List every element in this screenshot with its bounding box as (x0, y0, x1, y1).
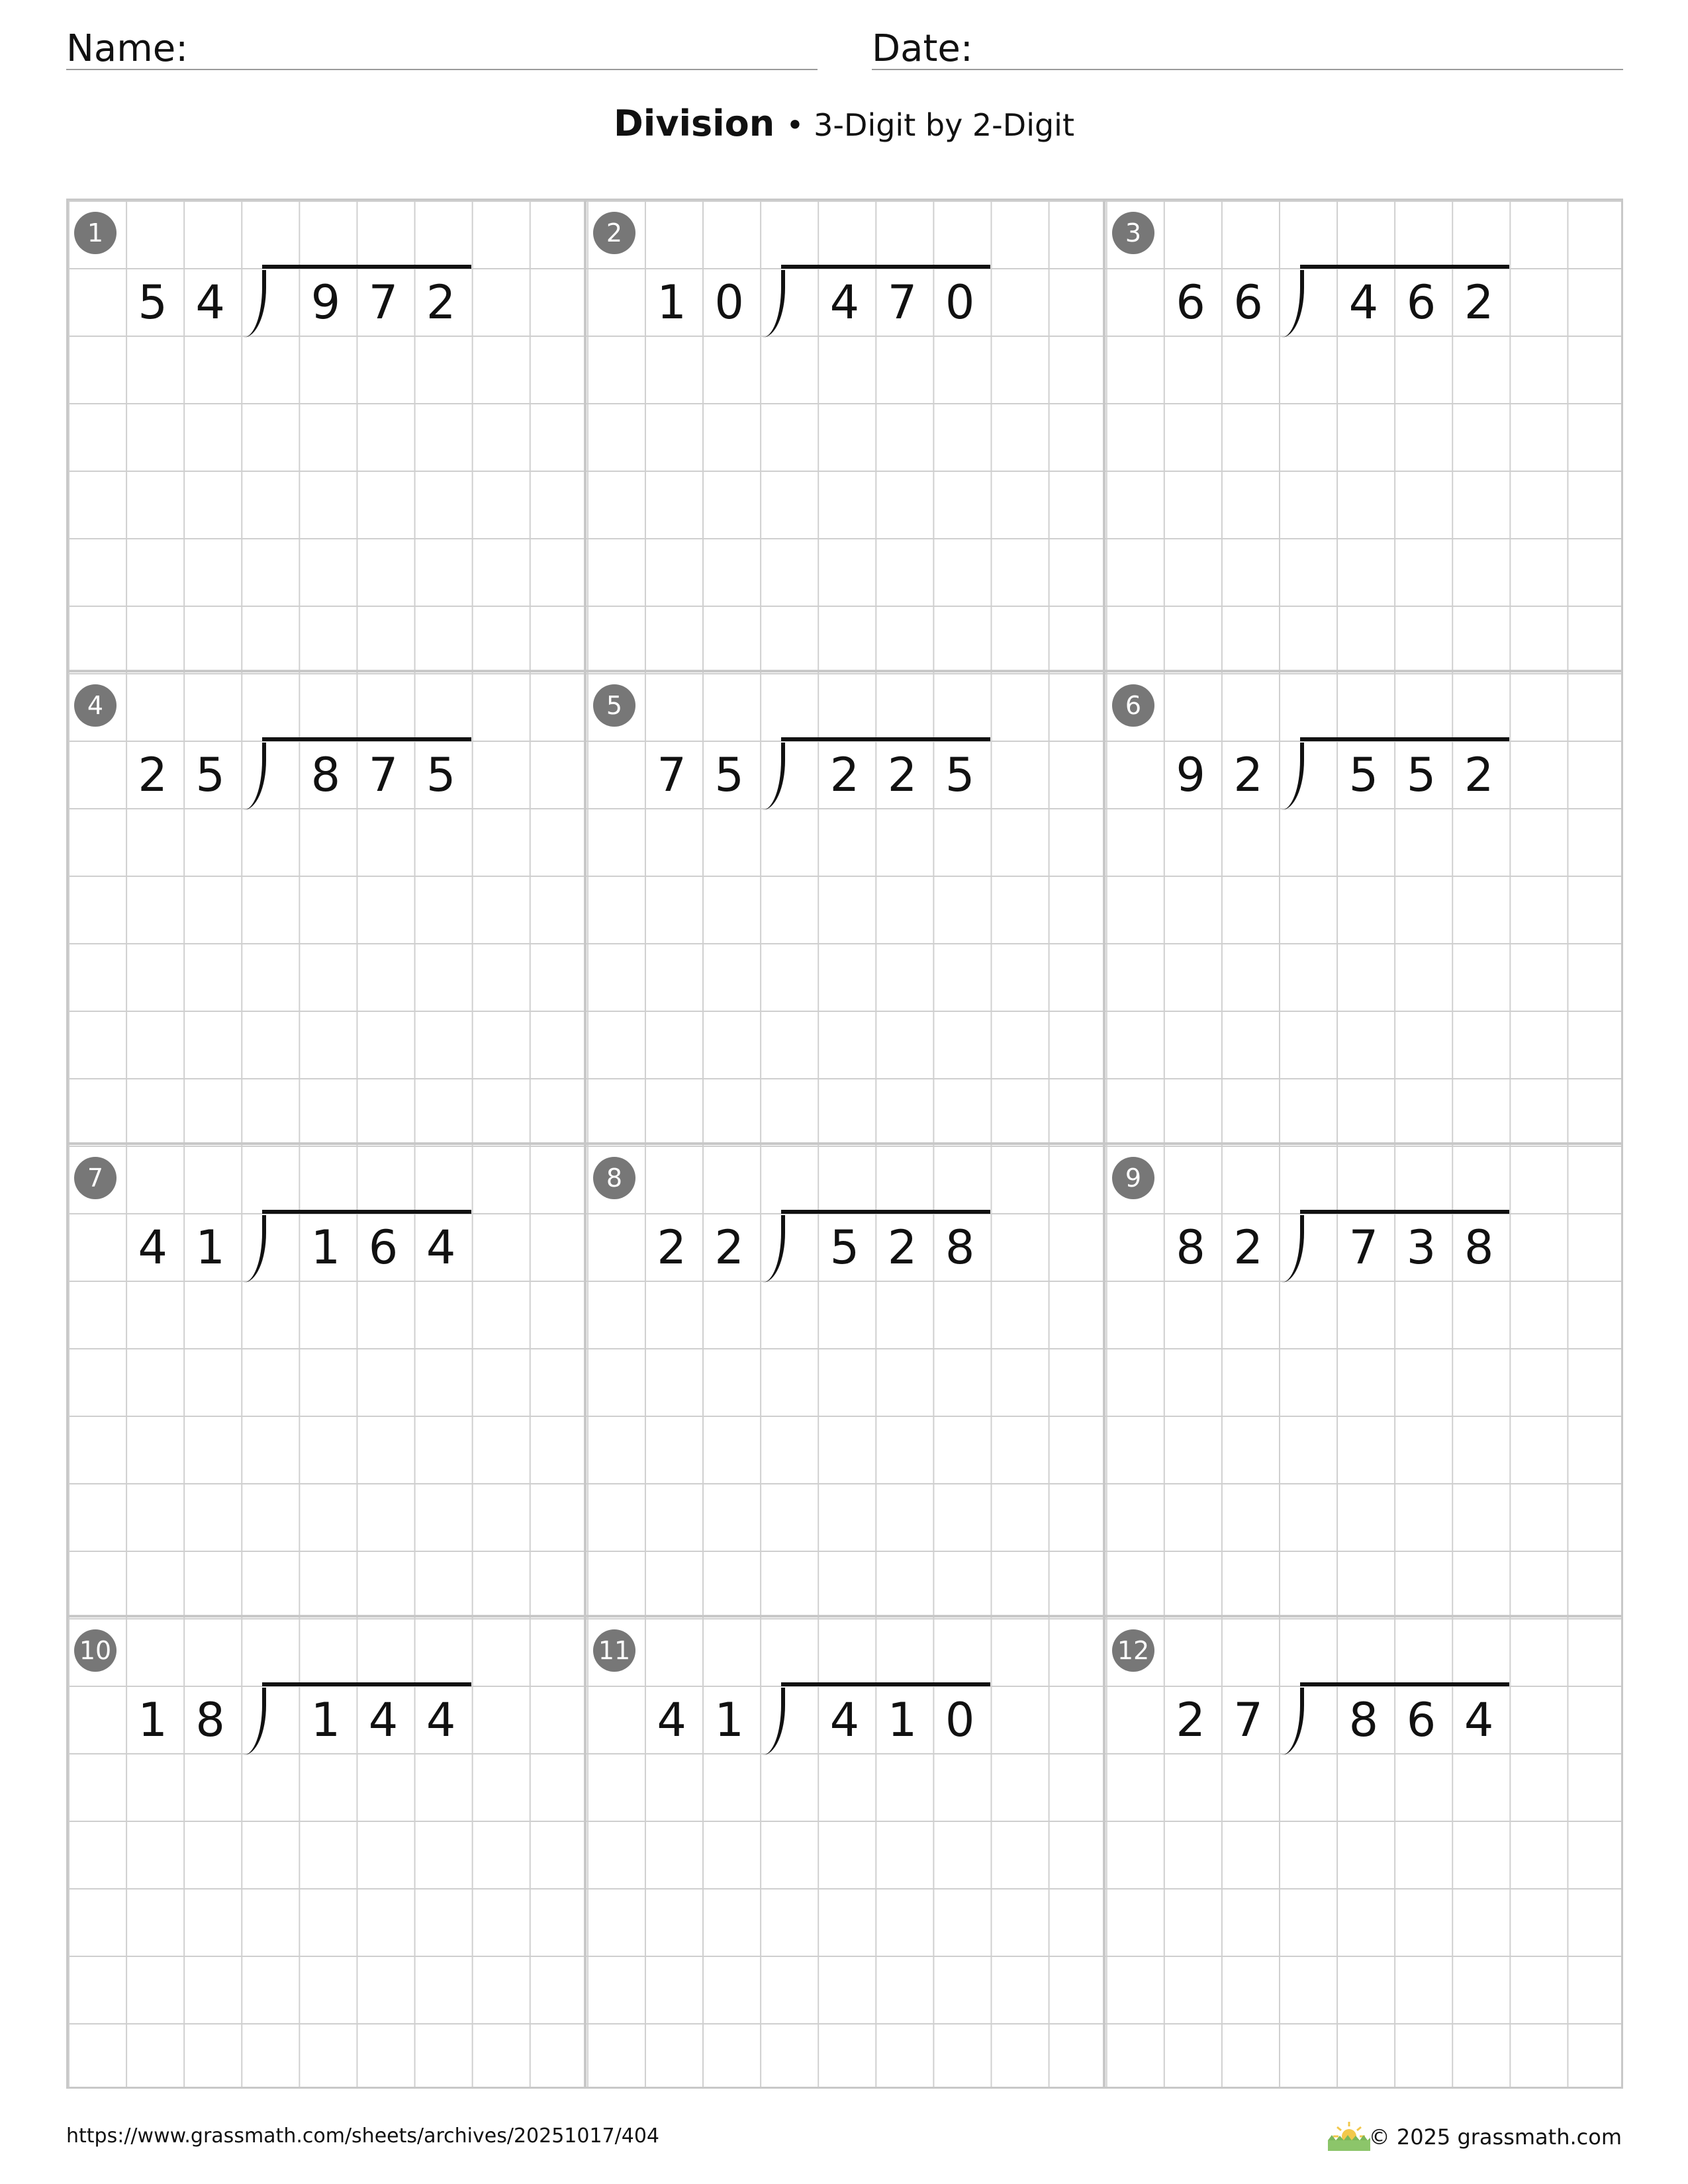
division-bar (1300, 737, 1509, 741)
dividend-digit: 2 (887, 748, 917, 802)
divisor-digit: 8 (1176, 1220, 1205, 1275)
problem-number-badge: 12 (1112, 1629, 1154, 1672)
problem-number-badge: 3 (1112, 212, 1154, 254)
divisor-digit: 9 (1176, 748, 1205, 802)
footer-copyright: © 2025 grassmath.com (1368, 2124, 1622, 2150)
problem-number-badge: 2 (593, 212, 635, 254)
dividend-digit: 1 (310, 1693, 341, 1747)
division-bar (262, 1682, 471, 1686)
divisor-digit: 1 (138, 1693, 167, 1747)
date-label: Date: (872, 27, 973, 70)
division-bar (781, 265, 990, 269)
problem-11 (585, 1616, 1104, 2089)
title-sub: • 3-Digit by 2-Digit (786, 107, 1074, 143)
dividend-digit: 5 (1406, 748, 1436, 802)
dividend-digit: 0 (945, 1693, 975, 1747)
divisor-digit: 6 (1176, 275, 1205, 330)
footer-url: https://www.grassmath.com/sheets/archives/20251017/404 (66, 2124, 660, 2148)
problem-7 (66, 1144, 585, 1616)
divisor-digit: 7 (1233, 1693, 1263, 1747)
dividend-digit: 6 (1406, 275, 1436, 330)
division-bracket (763, 743, 785, 810)
dividend-digit: 6 (368, 1220, 399, 1275)
divisor-digit: 2 (714, 1220, 744, 1275)
dividend-digit: 7 (887, 275, 917, 330)
worksheet-title (0, 103, 1688, 144)
divisor-digit: 5 (714, 748, 744, 802)
problem-8 (585, 1144, 1104, 1616)
problem-number-badge: 7 (74, 1157, 117, 1199)
division-bar (262, 265, 471, 269)
division-bar (1300, 265, 1509, 269)
problem-number-badge: 9 (1112, 1157, 1154, 1199)
problem-12 (1104, 1616, 1623, 2089)
divisor-digit: 4 (138, 1220, 167, 1275)
dividend-digit: 8 (945, 1220, 975, 1275)
dividend-digit: 5 (945, 748, 975, 802)
dividend-digit: 8 (310, 748, 341, 802)
division-bracket (763, 270, 785, 338)
dividend-digit: 1 (310, 1220, 341, 1275)
dividend-digit: 8 (1348, 1693, 1379, 1747)
division-bar (781, 1210, 990, 1214)
problem-3 (1104, 199, 1623, 671)
dividend-digit: 7 (368, 748, 399, 802)
dividend-digit: 0 (945, 275, 975, 330)
division-bracket (244, 270, 266, 338)
divisor-digit: 2 (1176, 1693, 1205, 1747)
problem-number-badge: 11 (593, 1629, 635, 1672)
dividend-digit: 5 (829, 1220, 860, 1275)
problem-number-badge: 6 (1112, 684, 1154, 727)
divisor-digit: 1 (657, 275, 686, 330)
division-bracket (244, 743, 266, 810)
dividend-digit: 3 (1406, 1220, 1436, 1275)
divisor-digit: 2 (1233, 1220, 1263, 1275)
dividend-digit: 4 (426, 1693, 456, 1747)
divisor-digit: 2 (138, 748, 167, 802)
divisor-digit: 7 (657, 748, 686, 802)
name-field[interactable] (66, 20, 818, 70)
dividend-digit: 5 (1348, 748, 1379, 802)
divisor-digit: 0 (714, 275, 744, 330)
divisor-digit: 6 (1233, 275, 1263, 330)
divisor-digit: 1 (714, 1693, 744, 1747)
problem-6 (1104, 671, 1623, 1144)
divisor-digit: 4 (657, 1693, 686, 1747)
dividend-digit: 2 (426, 275, 456, 330)
dividend-digit: 4 (1464, 1693, 1494, 1747)
division-bar (781, 737, 990, 741)
problem-2 (585, 199, 1104, 671)
divisor-digit: 8 (195, 1693, 225, 1747)
dividend-digit: 1 (887, 1693, 917, 1747)
problem-9 (1104, 1144, 1623, 1616)
dividend-digit: 8 (1464, 1220, 1494, 1275)
problem-4 (66, 671, 585, 1144)
divisor-digit: 5 (138, 275, 167, 330)
division-bracket (244, 1688, 266, 1755)
dividend-digit: 6 (1406, 1693, 1436, 1747)
dividend-digit: 7 (368, 275, 399, 330)
dividend-digit: 2 (1464, 748, 1494, 802)
division-bracket (244, 1215, 266, 1283)
divisor-digit: 2 (657, 1220, 686, 1275)
divisor-digit: 4 (195, 275, 225, 330)
dividend-digit: 5 (426, 748, 456, 802)
title-main: Division (613, 103, 775, 144)
division-bracket (1282, 1688, 1304, 1755)
dividend-digit: 4 (426, 1220, 456, 1275)
dividend-digit: 4 (1348, 275, 1379, 330)
dividend-digit: 2 (1464, 275, 1494, 330)
divisor-digit: 2 (1233, 748, 1263, 802)
date-field[interactable] (872, 20, 1623, 70)
problem-5 (585, 671, 1104, 1144)
division-bracket (763, 1215, 785, 1283)
dividend-digit: 9 (310, 275, 341, 330)
division-bar (781, 1682, 990, 1686)
dividend-digit: 7 (1348, 1220, 1379, 1275)
divisor-digit: 5 (195, 748, 225, 802)
problem-number-badge: 4 (74, 684, 117, 727)
division-bracket (1282, 743, 1304, 810)
problem-number-badge: 10 (74, 1629, 117, 1672)
problem-10 (66, 1616, 585, 2089)
dividend-digit: 2 (829, 748, 860, 802)
sun-over-grass-icon (1325, 2119, 1373, 2152)
division-bracket (763, 1688, 785, 1755)
dividend-digit: 2 (887, 1220, 917, 1275)
dividend-digit: 4 (829, 275, 860, 330)
division-bracket (1282, 1215, 1304, 1283)
dividend-digit: 4 (829, 1693, 860, 1747)
division-bracket (1282, 270, 1304, 338)
division-bar (262, 1210, 471, 1214)
dividend-digit: 4 (368, 1693, 399, 1747)
problem-number-badge: 1 (74, 212, 117, 254)
problem-number-badge: 5 (593, 684, 635, 727)
problem-1 (66, 199, 585, 671)
divisor-digit: 1 (195, 1220, 225, 1275)
name-label: Name: (66, 27, 189, 70)
problem-number-badge: 8 (593, 1157, 635, 1199)
division-bar (1300, 1682, 1509, 1686)
division-bar (1300, 1210, 1509, 1214)
division-bar (262, 737, 471, 741)
